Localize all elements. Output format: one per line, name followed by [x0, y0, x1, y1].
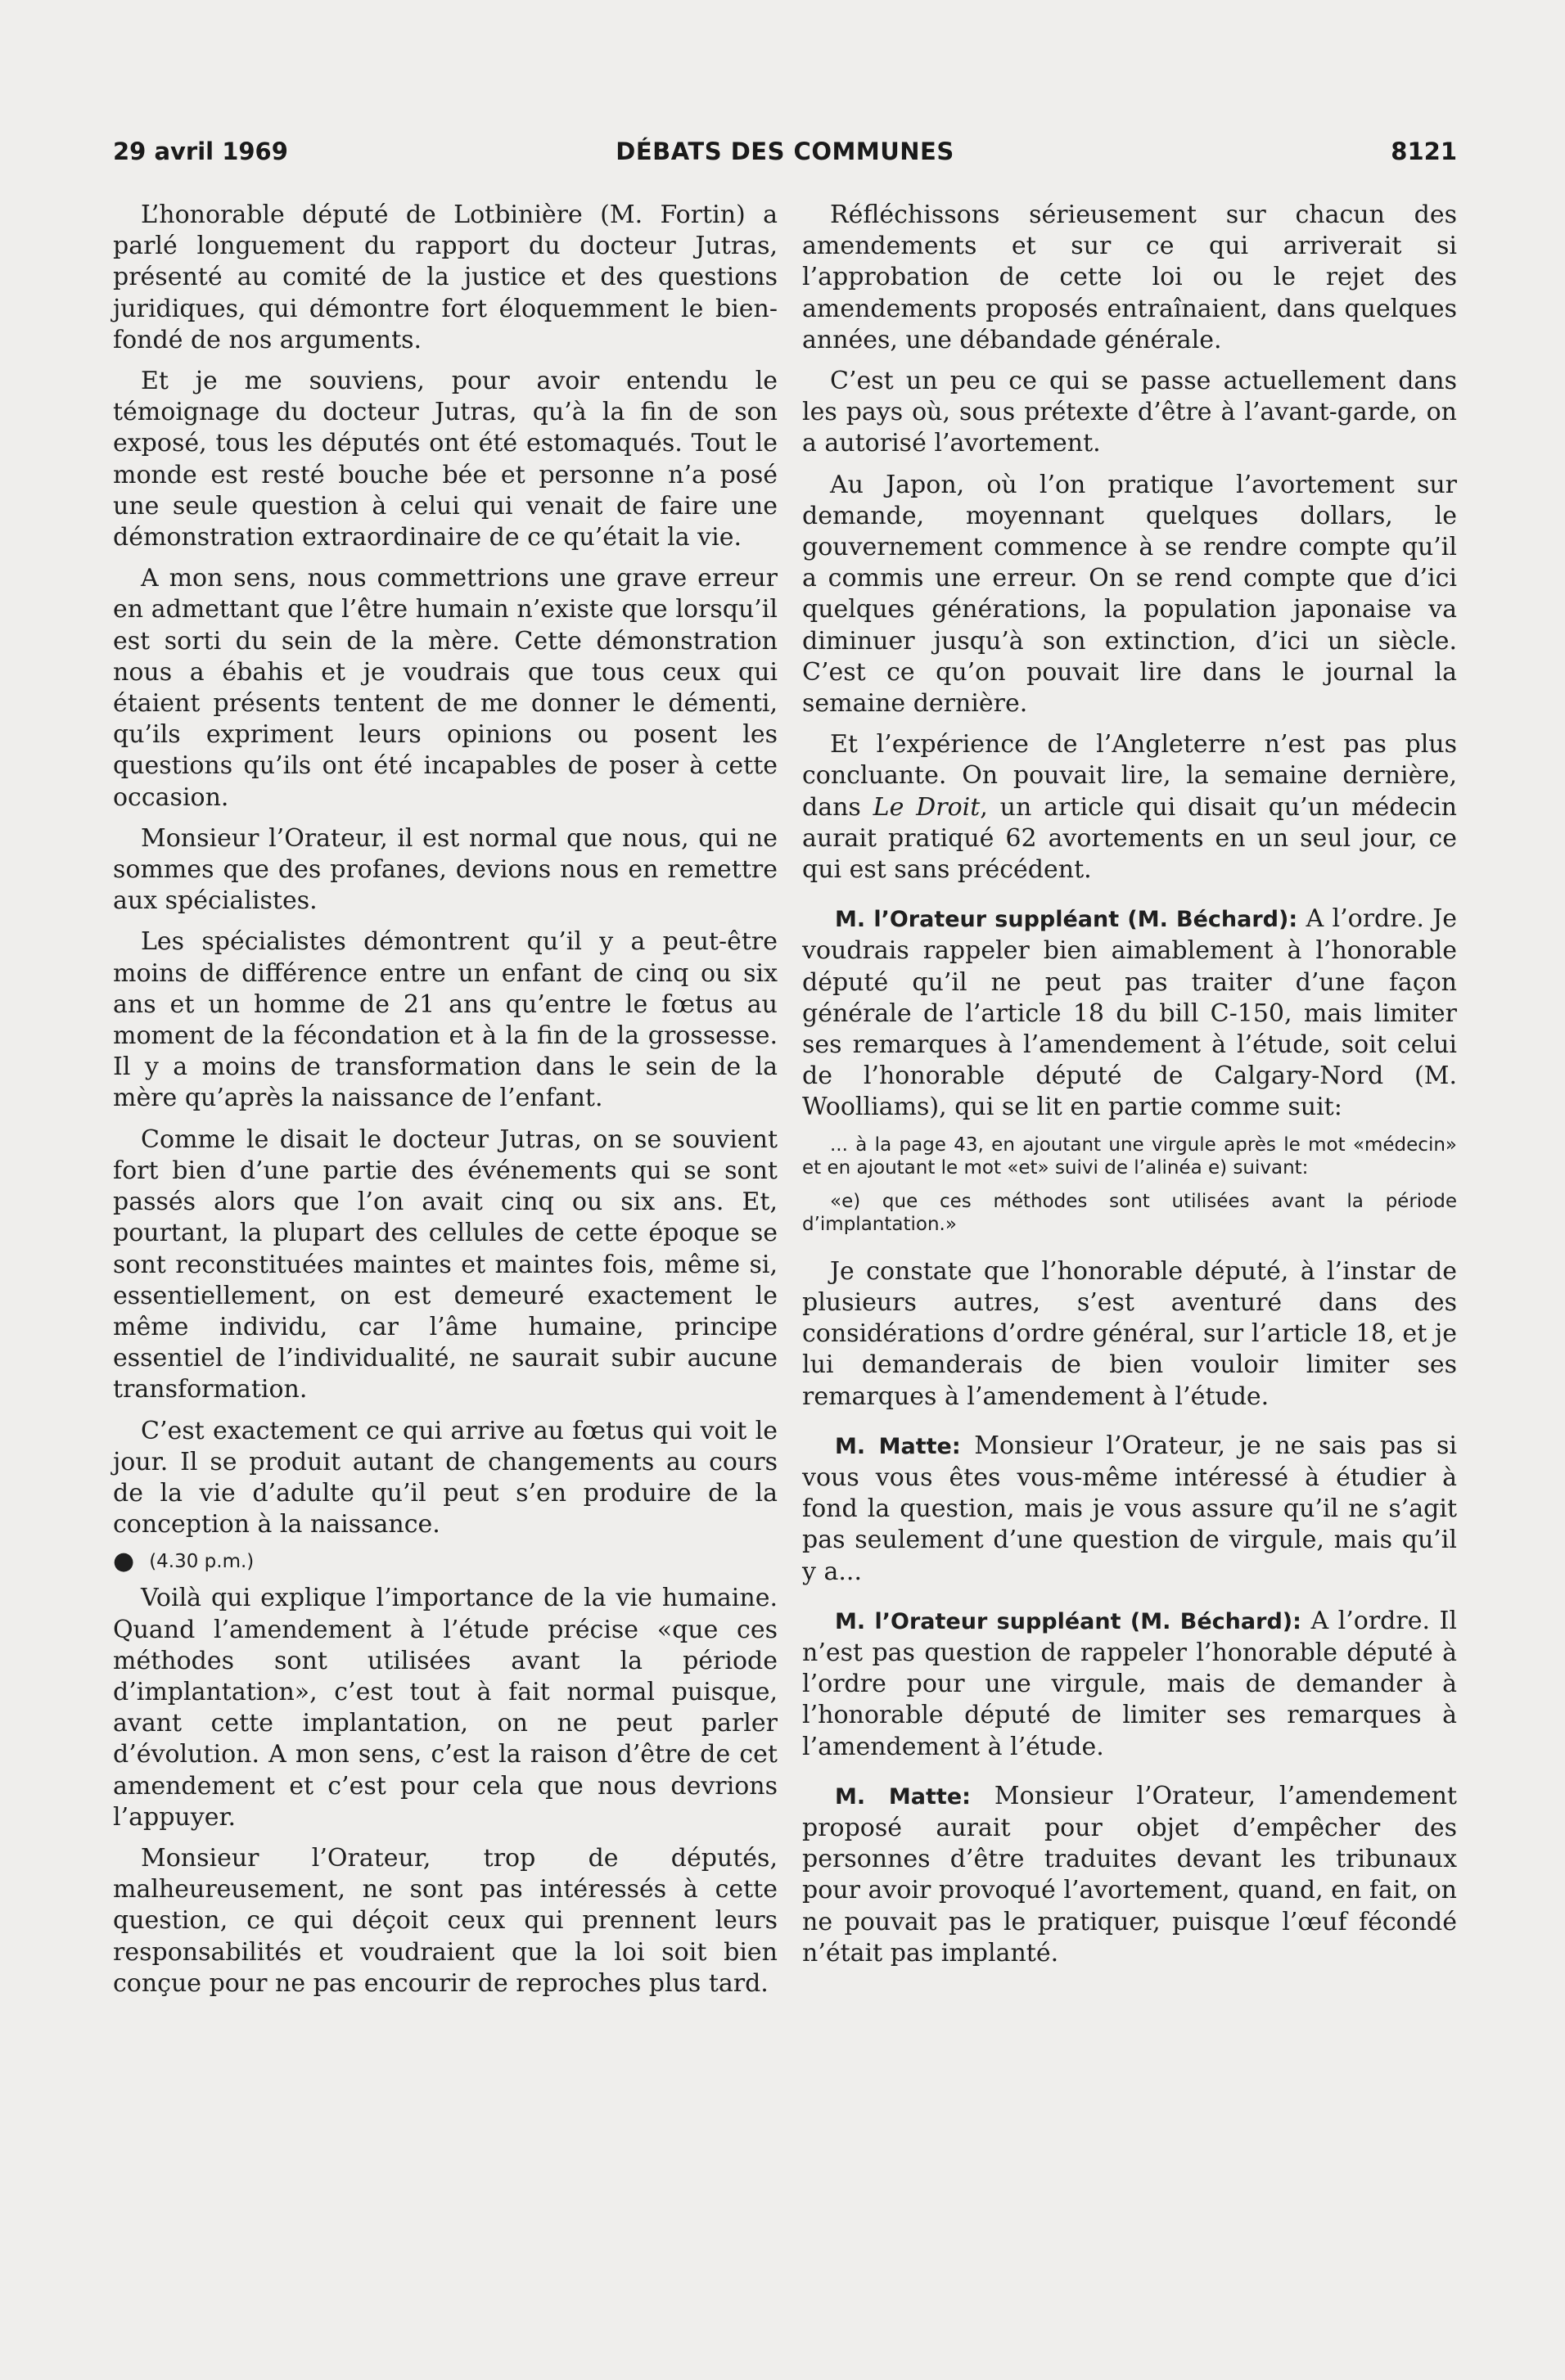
speaker-name: M. l’Orateur suppléant (M. Béchard):: [835, 907, 1298, 933]
left-column: [113, 200, 778, 2009]
speaker-name: M. Matte:: [835, 1783, 971, 1810]
speech-text: A l’ordre. Il n’est pas question de rappeler l’honorable député à l’ordre pour une virgule, mais de demander à l’honorable député de limiter ses remarques à l’amendement à l’étude.: [802, 1606, 1457, 1761]
paragraph: [802, 729, 1457, 886]
speech-text: A l’ordre. Je voudrais rappeler bien aimablement à l’honorable député qu’il ne peut pas traiter d’une façon générale de l’article 18 du bill C-150, mais limiter ses remarques à l’amendement à l’étude, soit celui de l’honorable député de Calgary-Nord (M. Woolliams), qui se lit en partie comme suit:: [802, 904, 1457, 1122]
header-title: DÉBATS DES COMMUNES: [616, 137, 954, 165]
right-column: [802, 200, 1457, 1979]
paragraph: Réfléchissons sérieusement sur chacun des amendements et sur ce qui arriverait si l’approbation de cette loi ou le rejet des amendements proposés entraînaient, dans quelques années, une débandade générale.: [802, 201, 1457, 354]
page-header: [113, 137, 1457, 170]
paragraph: Et je me souviens, pour avoir entendu le témoignage du docteur Jutras, qu’à la fin de son exposé, tous les députés ont été estomaqués. Tout le monde est resté bouche bée et personne n’a posé une seule question à celui qui venait de faire une démonstration extraordinaire de ce qu’était la vie.: [113, 367, 778, 552]
paragraph: Je constate que l’honorable député, à l’instar de plusieurs autres, s’est aventuré dans des considérations d’ordre général, sur l’article 18, et je lui demanderais de bien vouloir limiter ses remarques à l’amendement à l’étude.: [802, 1256, 1457, 1411]
paragraph: Les spécialistes démontrent qu’il y a peut-être moins de différence entre un enfant de cinq ou six ans et un homme de 21 ans qu’entre le fœtus au moment de la fécondation et à la fin de la grossesse. Il y a moins de transformation dans le sein de la mère qu’après la naissance de l’enfant.: [113, 927, 778, 1113]
speaker-name: M. l’Orateur suppléant (M. Béchard):: [835, 1608, 1301, 1634]
paragraph-text: Et l’expérience de l’Angleterre n’est pas plus concluante. On pouvait lire, la semaine dernière, dans: [802, 730, 1457, 822]
newspaper-title: Le Droit: [873, 792, 981, 822]
time-marker: [113, 1548, 778, 1575]
paragraph: Monsieur l’Orateur, il est normal que nous, qui ne sommes que des profanes, devions nous en remettre aux spécialistes.: [113, 823, 778, 916]
speech-text: Monsieur l’Orateur, je ne sais pas si vous vous êtes vous-même intéressé à étudier à fond la question, mais je vous assure qu’il ne s’agit pas seulement d’une question de virgule, mais qu’il y a...: [802, 1431, 1457, 1586]
header-date: 29 avril 1969: [113, 137, 288, 165]
speech: [802, 1431, 1457, 1588]
quotation: ... à la page 43, en ajoutant une virgule après le mot «médecin» et en ajoutant le mot «et» suivi de l’alinéa e) suivant:: [802, 1134, 1457, 1179]
paragraph: Comme le disait le docteur Jutras, on se souvient fort bien d’une partie des événements qui se sont passés alors que l’on avait cinq ou six ans. Et, pourtant, la plupart des cellules de cette époque se sont reconstituées maintes et maintes fois, même si, essentiellement, on est demeuré exactement le même individu, car l’âme humaine, principe essentiel de l’individualité, ne saurait subir aucune transformation.: [113, 1125, 778, 1404]
paragraph: Au Japon, où l’on pratique l’avortement sur demande, moyennant quelques dollars, le gouvernement commence à se rendre compte qu’il a commis une erreur. On se rend compte que d’ici quelques générations, la population japonaise va diminuer jusqu’à son extinction, d’ici un siècle. C’est ce qu’on pouvait lire dans le journal la semaine dernière.: [802, 470, 1457, 719]
bullet-icon: ●: [113, 1547, 135, 1576]
paragraph: C’est un peu ce qui se passe actuellement dans les pays où, sous prétexte d’être à l’avant-garde, on a autorisé l’avortement.: [802, 367, 1457, 458]
paragraph: Voilà qui explique l’importance de la vie humaine. Quand l’amendement à l’étude précise «que ces méthodes sont utilisées avant la période d’implantation», c’est tout à fait normal puisque, avant cette implantation, on ne peut parler d’évolution. A mon sens, c’est la raison d’être de cet amendement et c’est pour cela que nous devrions l’appuyer.: [113, 1584, 778, 1832]
paragraph: A mon sens, nous commettrions une grave erreur en admettant que l’être humain n’existe que lorsqu’il est sorti du sein de la mère. Cette démonstration nous a ébahis et je voudrais que tous ceux qui étaient présents tentent de me donner le démenti, qu’ils expriment leurs opinions ou posent les questions qu’ils ont été incapables de poser à cette occasion.: [113, 564, 778, 812]
quotation: «e) que ces méthodes sont utilisées avant la période d’implantation.»: [802, 1190, 1457, 1236]
speaker-name: M. Matte:: [835, 1433, 961, 1459]
time-marker-text: (4.30 p.m.): [149, 1551, 255, 1573]
paragraph-text: , un article qui disait qu’un médecin aurait pratiqué 62 avortements en un seul jour, ce qui est sans précédent.: [802, 792, 1458, 885]
paragraph: L’honorable député de Lotbinière (M. Fortin) a parlé longuement du rapport du docteur Jutras, présenté au comité de la justice et des questions juridiques, qui démontre fort éloquemment le bien-fondé de nos arguments.: [113, 201, 778, 354]
paragraph: Monsieur l’Orateur, trop de députés, malheureusement, ne sont pas intéressés à cette question, ce qui déçoit ceux qui prennent leurs responsabilités et voudraient que la loi soit bien conçue pour ne pas encourir de reproches plus tard.: [113, 1843, 778, 1998]
speech: [802, 1606, 1457, 1763]
header-page-number: 8121: [1391, 137, 1457, 165]
paragraph: C’est exactement ce qui arrive au fœtus qui voit le jour. Il se produit autant de changements au cours de la vie d’adulte qu’il peut s’en produire de la conception à la naissance.: [113, 1416, 778, 1539]
speech: [802, 904, 1457, 1123]
speech: [802, 1781, 1457, 1969]
speech-text: Monsieur l’Orateur, l’amendement proposé aurait pour objet d’empêcher des personnes d’être traduites devant les tribunaux pour avoir provoqué l’avortement, quand, en fait, on ne pouvait pas le pratiquer, puisque l’œuf fécondé n’était pas implanté.: [802, 1781, 1457, 1968]
